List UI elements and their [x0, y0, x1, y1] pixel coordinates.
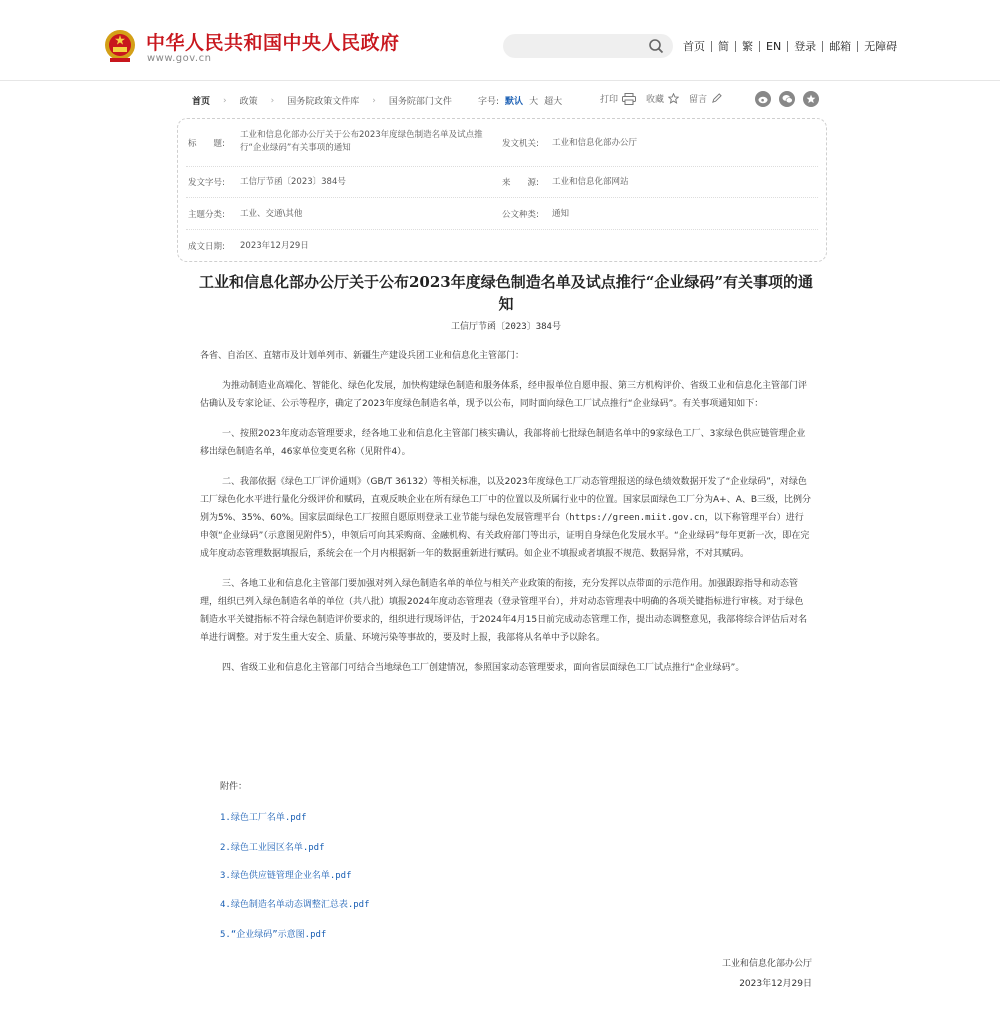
article-title: 工业和信息化部办公厅关于公布2023年度绿色制造名单及试点推行“企业绿码”有关事项的通知 [198, 273, 813, 313]
nav-divider [711, 41, 712, 52]
info-divider [186, 166, 818, 168]
attachment-link-4[interactable]: 4.绿色制造名单动态调整汇总表.pdf [220, 900, 370, 910]
print-button[interactable] [600, 92, 636, 105]
nav-simplified[interactable]: 简 [718, 40, 729, 53]
top-nav [683, 38, 897, 54]
pencil-icon [711, 93, 722, 104]
nav-divider [822, 41, 823, 52]
info-type-value: 通知 [552, 209, 570, 219]
article-body [200, 347, 812, 677]
chevron-right-icon: › [223, 95, 227, 106]
site-name[interactable]: 中华人民共和国中央人民政府 [146, 32, 400, 54]
nav-divider [735, 41, 736, 52]
info-issuer-key: 发文机关: [502, 139, 539, 149]
info-title-value: 工业和信息化部办公厅关于公布2023年度绿色制造名单及试点推行“企业绿码”有关事项的通知 [240, 130, 483, 153]
attachment-link-1[interactable]: 1.绿色工厂名单.pdf [220, 813, 307, 823]
search-icon[interactable] [648, 38, 664, 54]
share-icons [747, 91, 819, 107]
info-title-key: 标 题: [188, 139, 225, 149]
attachment-link-5[interactable]: 5.“企业绿码”示意图.pdf [220, 930, 327, 940]
info-date-key: 成文日期: [188, 242, 225, 252]
font-size-xlarge[interactable]: 超大 [544, 97, 563, 107]
nav-divider [787, 41, 788, 52]
weibo-icon[interactable] [755, 91, 771, 107]
info-category-value: 工业、交通\其他 [240, 209, 303, 219]
breadcrumb-policy-library[interactable]: 国务院政策文件库 [287, 97, 360, 107]
print-label: 打印 [600, 95, 619, 105]
nav-accessibility[interactable]: 无障碍 [864, 40, 898, 53]
nav-mail[interactable]: 邮箱 [829, 40, 852, 53]
nav-divider [857, 41, 858, 52]
font-size-default[interactable]: 默认 [505, 97, 524, 107]
info-docno-key: 发文字号: [188, 178, 225, 188]
management-platform-url: https://green.miit.gov.cn [569, 513, 705, 523]
attachment-link-3[interactable]: 3.绿色供应链管理企业名单.pdf [220, 871, 352, 881]
wechat-icon[interactable] [779, 91, 795, 107]
font-size-large[interactable]: 大 [529, 97, 539, 107]
document-info-box [177, 118, 827, 262]
chevron-right-icon: › [270, 95, 275, 106]
attachment-link-2[interactable]: 2.绿色工业园区名单.pdf [220, 843, 325, 853]
info-divider [186, 229, 818, 231]
nav-login[interactable]: 登录 [794, 40, 817, 53]
printer-icon [622, 93, 636, 105]
nav-english[interactable]: EN [766, 39, 782, 53]
nav-traditional[interactable]: 繁 [742, 40, 753, 53]
info-category-key: 主题分类: [188, 210, 225, 220]
site-header [0, 0, 1000, 80]
attachments-label: 附件： [220, 782, 248, 792]
info-date-value: 2023年12月29日 [240, 241, 309, 251]
star-outline-icon [668, 93, 679, 104]
site-domain: www.gov.cn [147, 53, 212, 64]
info-issuer-value: 工业和信息化部办公厅 [552, 138, 638, 148]
sign-date: 2023年12月29日 [739, 979, 812, 989]
breadcrumb-policy[interactable]: 政策 [239, 97, 258, 107]
article-doc-number: 工信厅节函〔2023〕384号 [451, 322, 561, 332]
nav-home[interactable]: 首页 [683, 40, 705, 53]
article-tools [600, 92, 732, 105]
search-input[interactable] [503, 34, 673, 58]
star-icon[interactable] [803, 91, 819, 107]
info-row-title [178, 129, 826, 159]
breadcrumb [192, 94, 452, 107]
paragraph-2 [200, 473, 812, 563]
comment-button[interactable] [689, 92, 722, 105]
favorite-button[interactable] [646, 92, 679, 105]
info-docno-value: 工信厅节函〔2023〕384号 [240, 177, 346, 187]
comment-label: 留言 [689, 95, 708, 105]
national-emblem-icon[interactable] [104, 29, 136, 63]
info-type-key: 公文种类: [502, 210, 539, 220]
signer: 工业和信息化部办公厅 [721, 959, 812, 969]
font-size-switcher [478, 94, 562, 107]
favorite-label: 收藏 [646, 95, 665, 105]
salutation: 各省、自治区、直辖市及计划单列市、新疆生产建设兵团工业和信息化主管部门： [200, 351, 525, 361]
paragraph-2-part-a: 二、我部依据《绿色工厂评价通则》（GB/T 36132）等相关标准，以及2023年度绿色工厂动态管理报送的绿色绩效数据开发了“企业绿码”，对绿色工厂绿色化水平进行量化分级评价和赋码，直观反映企业在所有绿色工厂中的位置以及所属行业中的位置。国家层面绿色工厂分为A+、A、B三级，比例分别为5%、35%、60%。国家层面绿色工厂按照自愿原则登录工业节能与绿色发展管理平台（ [200, 477, 812, 523]
chevron-right-icon: › [372, 95, 376, 106]
font-size-label: 字号: [478, 97, 500, 107]
paragraph-2-part-b: ，以下称管理平台）进行申领“企业绿码”（示意图见附件5），申领后可向其采购商、金融机构、有关政府部门等出示，证明自身绿色化发展水平。“企业绿码”每年更新一次，即在完成年度动态管理数据填报后，系统会在一个月内根据新一年的数据重新进行赋码。如企业不填报或者填报不规范、数据异常，不对其赋码。 [200, 513, 810, 559]
paragraph-4: 四、省级工业和信息化主管部门可结合当地绿色工厂创建情况，参照国家动态管理要求，面向省层面绿色工厂试点推行“企业绿码”。 [222, 663, 745, 673]
info-divider [186, 197, 818, 199]
paragraph-1: 一、按照2023年度动态管理要求，经各地工业和信息化主管部门核实确认，我部将前七批绿色制造名单中的9家绿色工厂、3家绿色供应链管理企业移出绿色制造名单，46家单位变更名称（见附件4）。 [200, 429, 806, 457]
info-source-key: 来 源: [502, 178, 539, 188]
paragraph-3: 三、各地工业和信息化主管部门要加强对列入绿色制造名单的单位与相关产业政策的衔接，充分发挥以点带面的示范作用。加强跟踪指导和动态管理，组织已列入绿色制造名单的单位（共八批）填报2024年度动态管理表（登录管理平台），并对动态管理表中明确的各项关键指标进行审核。对于绿色制造水平关键指标不符合绿色制造评价要求的，组织进行现场评估，于2024年4月15日前完成动态管理工作，提出动态调整意见，我部将综合评估后对名单进行调整。对于发生重大安全、质量、环境污染等事故的，要及时上报，我部将从名单中予以除名。 [200, 579, 808, 643]
breadcrumb-department-docs[interactable]: 国务院部门文件 [388, 97, 452, 107]
nav-divider [759, 41, 760, 52]
paragraph-intro: 为推动制造业高端化、智能化、绿色化发展，加快构建绿色制造和服务体系，经申报单位自愿申报、第三方机构评价、省级工业和信息化主管部门评估确认及专家论证、公示等程序，确定了2023年度绿色制造名单，现予以公布，同时面向绿色工厂试点推行“企业绿码”。有关事项通知如下： [200, 381, 808, 409]
breadcrumb-bar [190, 90, 815, 110]
header-divider [0, 80, 1000, 81]
info-source-value: 工业和信息化部网站 [552, 177, 629, 187]
breadcrumb-home[interactable]: 首页 [192, 97, 211, 107]
